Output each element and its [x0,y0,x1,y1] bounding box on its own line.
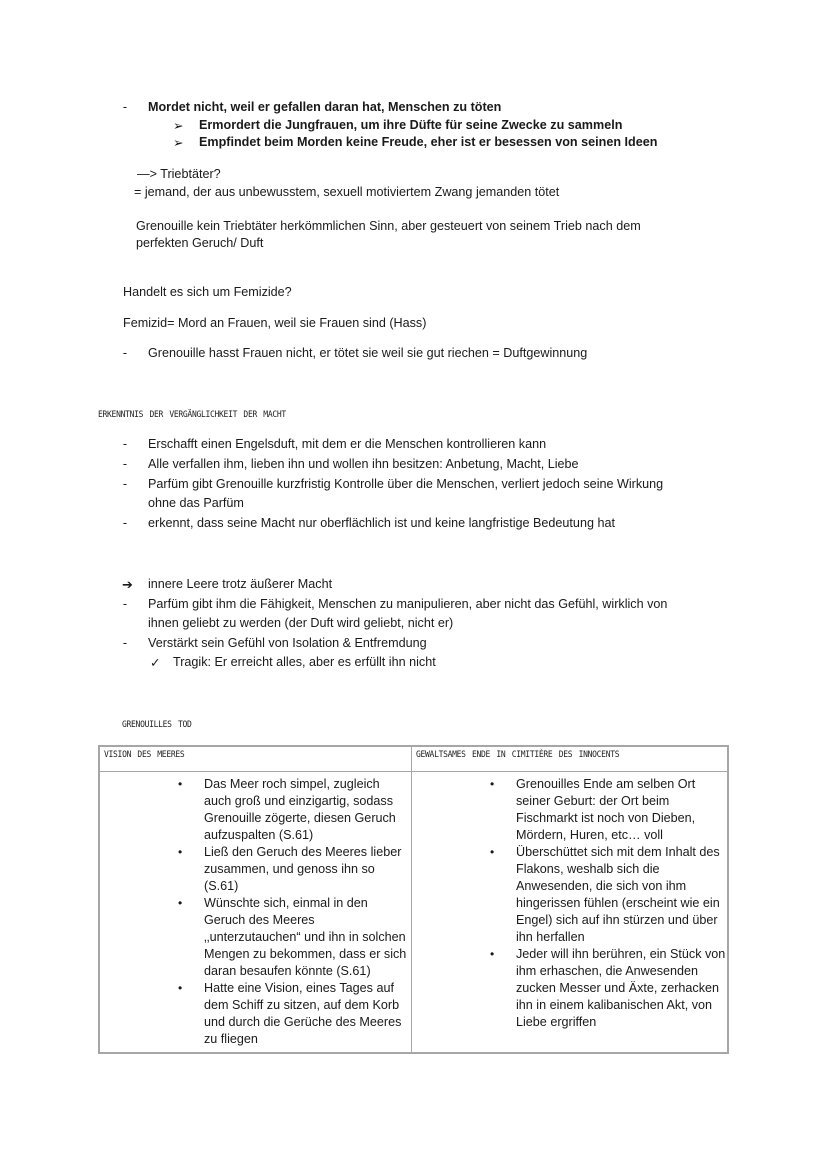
dash-bullet: - [122,477,128,491]
bullet-icon: • [490,777,495,791]
grenouille-note-cont: perfekten Geruch/ Duft [136,236,264,250]
tragik-note: Tragik: Er erreicht alles, aber es erfüllt ihn nicht [173,655,436,669]
bullet-icon: • [490,947,495,961]
sub-point: Empfindet beim Morden keine Freude, eher ist er besessen von seinen Ideen [199,135,658,149]
vision-list [178,772,408,1052]
femizid-definition: Femizid= Mord an Frauen, weil sie Frauen sind (Hass) [123,316,427,330]
dash-bullet: - [122,597,128,611]
list-item: • Wünschte sich, einmal in den Geruch des Meeres ‚‚unterzutauchen“ und ihn in solchen Mengen zu bekommen, dass er sich daran besaufen könnte (S.61) [178,896,407,978]
bullet-icon: • [178,845,183,859]
sub-point: Ermordert die Jungfrauen, um ihre Düfte für seine Zwecke zu sammeln [199,118,623,132]
section-heading: grenouilles tod [122,716,192,731]
ende-list [490,772,726,1035]
triebtaeter-definition: = jemand, der aus unbewusstem, sexuell motiviertem Zwang jemanden tötet [134,185,560,199]
arrow-bullet-icon: ➢ [173,119,184,133]
femizid-question: Handelt es sich um Femizide? [123,285,292,299]
arrow-bullet-icon: ➢ [173,136,184,150]
list-item: • Hatte eine Vision, eines Tages auf dem Schiff zu sitzen, auf dem Korb und durch die Gerüche des Meeres zu fliegen [178,981,402,1046]
list-item: • Ließ den Geruch des Meeres lieber zusammen, und genoss ihn so (S.61) [178,845,402,893]
table-cell-vision [99,772,412,1054]
section-heading: erkenntnis der vergänglichkeit der macht [98,406,286,421]
conclusion-point: Parfüm gibt ihm die Fähigkeit, Menschen zu manipulieren, aber nicht das Gefühl, wirklich von [148,597,668,611]
arrow-right-icon: ➔ [122,577,133,592]
power-point: erkennt, dass seine Macht nur oberflächlich ist und keine langfristige Bedeutung hat [148,516,615,530]
table-cell-ende [412,772,729,1054]
table-header-vision: vision des meeres [99,745,412,772]
dash-bullet: - [122,457,128,471]
grenouille-note: Grenouille kein Triebtäter herkömmlichen Sinn, aber gesteuert von seinem Trieb nach dem [136,219,641,233]
power-point: Alle verfallen ihm, lieben ihn und wollen ihn besitzen: Anbetung, Macht, Liebe [148,457,579,471]
triebtaeter-question: —> Triebtäter? [137,167,221,181]
power-point: Erschafft einen Engelsduft, mit dem er die Menschen kontrollieren kann [148,437,547,451]
bullet-icon: • [178,981,183,995]
dash-bullet: - [122,437,128,451]
bullet-icon: • [490,845,495,859]
bullet-icon: • [178,777,183,791]
list-item: • Das Meer roch simpel, zugleich auch groß und einzigartig, sodass Grenouille zögerte, diesen Geruch aufzuspalten (S.61) [178,777,396,842]
list-item: • Überschüttet sich mit dem Inhalt des Flakons, weshalb sich die Anwesenden, die sich von ihm hingerissen fühlen (erscheint wie ein Engel) sich auf ihn stürzen und über ihn herfallen [490,845,720,944]
dash-bullet: - [122,346,128,360]
conclusion-point: Verstärkt sein Gefühl von Isolation & Entfremdung [148,636,427,650]
dash-bullet: - [122,636,128,650]
main-point: Mordet nicht, weil er gefallen daran hat, Menschen zu töten [148,100,502,114]
list-item: • Jeder will ihn berühren, ein Stück von ihm erhaschen, die Anwesenden zucken Messer und Äxte, zerhacken ihn in einem kalibanischen Akt, von Liebe ergriffen [490,947,726,1029]
dash-bullet: - [122,100,128,114]
power-point: Parfüm gibt Grenouille kurzfristig Kontrolle über die Menschen, verliert jedoch seine Wirkung [148,477,664,491]
comparison-table [98,745,729,1054]
conclusion: innere Leere trotz äußerer Macht [148,577,333,591]
femizid-point: Grenouille hasst Frauen nicht, er tötet sie weil sie gut riechen = Duftgewinnung [148,346,588,360]
conclusion-point-cont: ihnen geliebt zu werden (der Duft wird geliebt, nicht er) [148,616,454,630]
power-point-cont: ohne das Parfüm [148,496,244,510]
table-header-row [99,746,728,772]
list-item: • Grenouilles Ende am selben Ort seiner Geburt: der Ort beim Fischmarkt ist noch von Dieben, Mördern, Huren, etc… voll [490,777,696,842]
bullet-icon: • [178,896,183,910]
dash-bullet: - [122,516,128,530]
table-header-ende: gewaltsames ende in cimitière des innocents [412,745,729,772]
table-row [99,772,728,1054]
check-icon: ✓ [150,656,161,670]
